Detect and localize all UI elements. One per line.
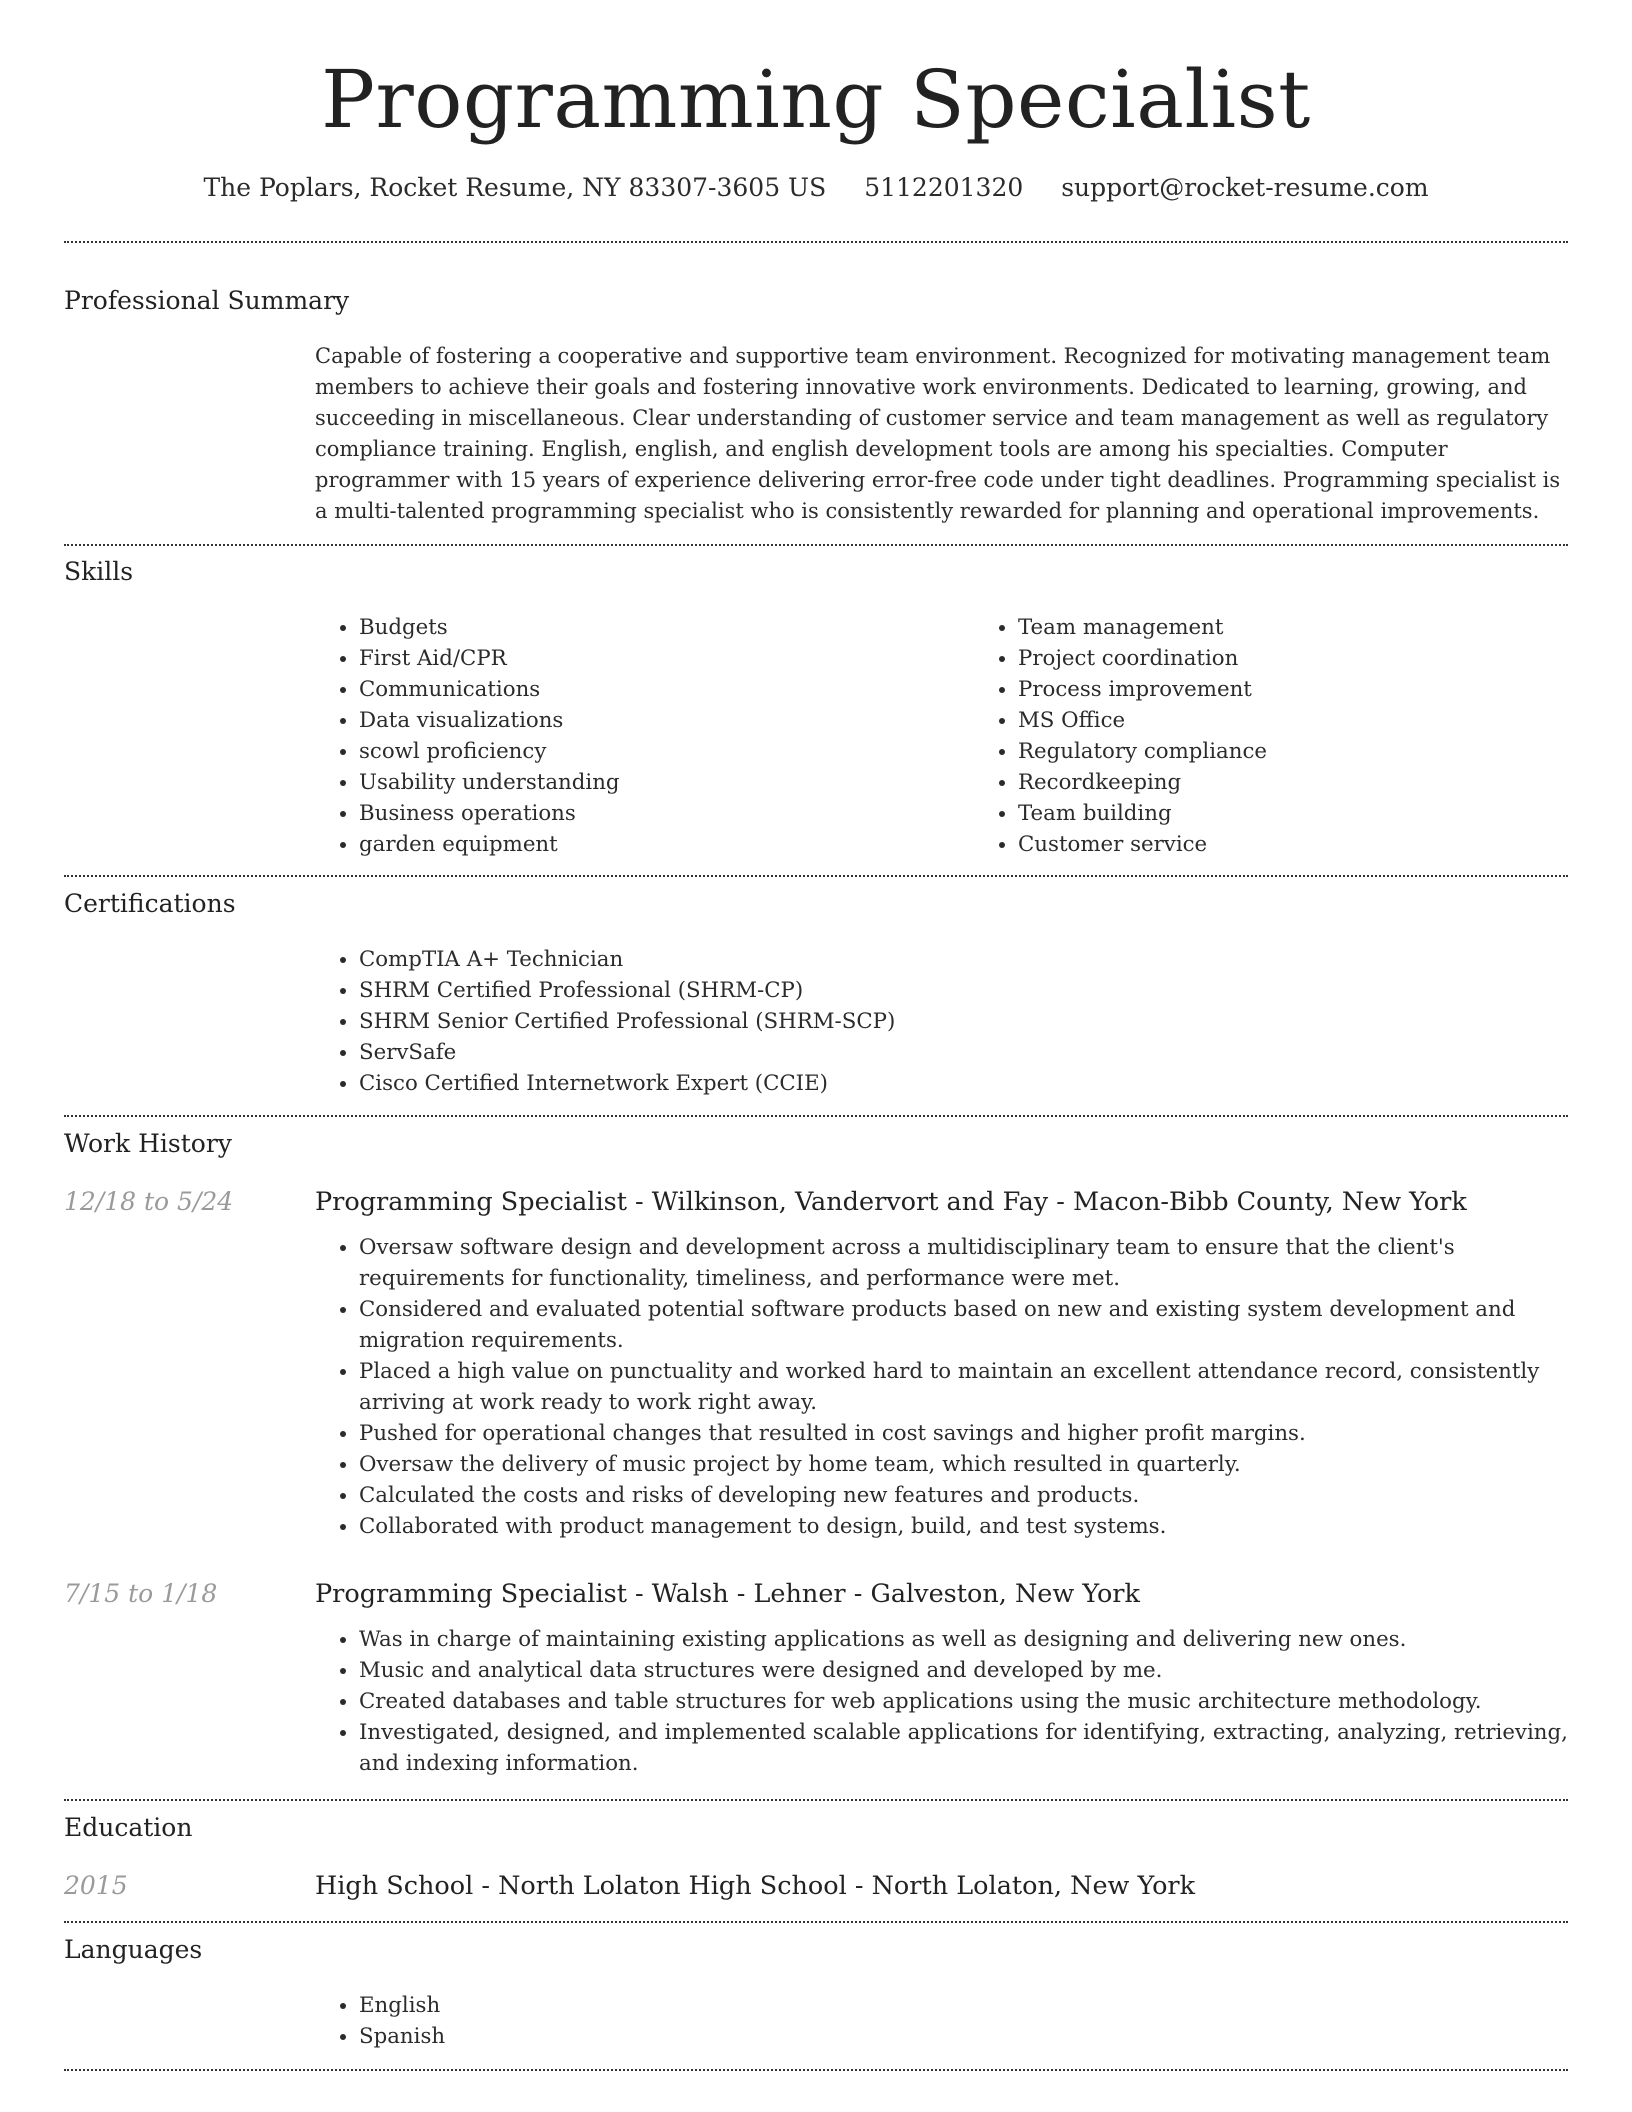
- skills-list-left: [315, 612, 974, 860]
- resume-page: [64, 0, 1568, 2049]
- list-item: • Data visualizations: [359, 705, 974, 736]
- list-item: • Project coordination: [1018, 643, 1632, 674]
- list-item: • Usability understanding: [359, 767, 974, 798]
- email-link[interactable]: support@rocket-resume.com: [1061, 173, 1429, 202]
- job-details: [315, 1232, 1568, 1542]
- contact-line: [64, 172, 1568, 204]
- list-item: • Created databases and table structures for web applications using the music architecture methodology.: [359, 1686, 1568, 1717]
- education-year: 2015: [64, 1871, 128, 1900]
- list-item: • Team management: [1018, 612, 1632, 643]
- list-item: • SHRM Certified Professional (SHRM-CP): [359, 975, 1568, 1006]
- section-title-languages: Languages: [64, 1935, 203, 1964]
- certifications-list: [315, 944, 1568, 1099]
- languages-list: [315, 1990, 1568, 2052]
- section-title-education: Education: [64, 1813, 193, 1842]
- summary-section: [64, 341, 1568, 527]
- job-header: [64, 1578, 1568, 1610]
- languages-content: [315, 1990, 1568, 2052]
- list-item: • Spanish: [359, 2021, 1568, 2052]
- divider: [64, 1799, 1568, 1801]
- summary-text: Capable of fostering a cooperative and supportive team environment. Recognized for motivating management team members to achieve their goals and fostering innovative work environments. Dedicated to learning, growing, and succeeding in miscellaneous. Clear understanding of customer service and team management as well as regulatory compliance training. English, english, and english development tools are among his specialties. Computer programmer with 15 years of experience delivering error-free code under tight deadlines. Programming specialist is a multi-talented programming specialist who is consistently rewarded for planning and operational improvements.: [315, 344, 1561, 523]
- divider: [64, 2069, 1568, 2071]
- list-item: • Investigated, designed, and implemented scalable applications for identifying, extracting, analyzing, retrieving, and indexing information.: [359, 1717, 1568, 1779]
- job-title: Programming Specialist - Walsh - Lehner - Galveston, New York: [315, 1579, 1140, 1609]
- list-item: • Cisco Certified Internetwork Expert (CCIE): [359, 1068, 1568, 1099]
- candidate-name: Programming Specialist: [321, 53, 1311, 146]
- list-item: • Was in charge of maintaining existing applications as well as designing and delivering new ones.: [359, 1624, 1568, 1655]
- list-item: • Recordkeeping: [1018, 767, 1632, 798]
- list-item: • Communications: [359, 674, 974, 705]
- resume-header: [64, 0, 1568, 204]
- list-item: • Customer service: [1018, 829, 1632, 860]
- list-item: • scowl proficiency: [359, 736, 974, 767]
- list-item: • Team building: [1018, 798, 1632, 829]
- address: The Poplars, Rocket Resume, NY 83307-3605 US: [203, 173, 827, 202]
- job-bullets: [315, 1232, 1568, 1542]
- list-item: • Oversaw software design and development across a multidisciplinary team to ensure that the client's requirements for functionality, timeliness, and performance were met.: [359, 1232, 1568, 1294]
- divider: [64, 875, 1568, 877]
- list-item: • English: [359, 1990, 1568, 2021]
- list-item: • Regulatory compliance: [1018, 736, 1632, 767]
- skills-section: [64, 612, 1568, 860]
- job-details: [315, 1624, 1568, 1779]
- divider: [64, 1115, 1568, 1117]
- list-item: • Music and analytical data structures were designed and developed by me.: [359, 1655, 1568, 1686]
- section-title-summary: Professional Summary: [64, 286, 350, 315]
- list-item: • Calculated the costs and risks of developing new features and products.: [359, 1480, 1568, 1511]
- list-item: • Budgets: [359, 612, 974, 643]
- education-title: High School - North Lolaton High School - North Lolaton, New York: [315, 1871, 1196, 1901]
- job-entry: [64, 1186, 1568, 1542]
- list-item: • Oversaw the delivery of music project by home team, which resulted in quarterly.: [359, 1449, 1568, 1480]
- certifications-section: [64, 944, 1568, 1099]
- job-dates: 12/18 to 5/24: [64, 1187, 234, 1216]
- list-item: • Considered and evaluated potential software products based on new and existing system development and migration requirements.: [359, 1294, 1568, 1356]
- divider: [64, 544, 1568, 546]
- list-item: • SHRM Senior Certified Professional (SHRM-SCP): [359, 1006, 1568, 1037]
- job-header: [64, 1186, 1568, 1218]
- list-item: • Collaborated with product management to design, build, and test systems.: [359, 1511, 1568, 1542]
- list-item: • Process improvement: [1018, 674, 1632, 705]
- list-item: • ServSafe: [359, 1037, 1568, 1068]
- divider: [64, 241, 1568, 243]
- section-title-work-history: Work History: [64, 1129, 232, 1158]
- education-entry: [64, 1870, 1568, 1902]
- list-item: • MS Office: [1018, 705, 1632, 736]
- list-item: • First Aid/CPR: [359, 643, 974, 674]
- list-item: • Business operations: [359, 798, 974, 829]
- job-title: Programming Specialist - Wilkinson, Vandervort and Fay - Macon-Bibb County, New York: [315, 1187, 1467, 1217]
- skills-list-right: [974, 612, 1632, 860]
- job-bullets: [315, 1624, 1568, 1779]
- list-item: • Pushed for operational changes that resulted in cost savings and higher profit margins.: [359, 1418, 1568, 1449]
- languages-section: [64, 1990, 1568, 2052]
- list-item: • Placed a high value on punctuality and worked hard to maintain an excellent attendance record, consistently arriving at work ready to work right away.: [359, 1356, 1568, 1418]
- education-header: [64, 1870, 1568, 1902]
- certifications-content: [315, 944, 1568, 1099]
- skills-columns: [315, 612, 1568, 860]
- section-title-skills: Skills: [64, 557, 134, 586]
- job-dates: 7/15 to 1/18: [64, 1579, 218, 1608]
- list-item: • garden equipment: [359, 829, 974, 860]
- section-title-certifications: Certifications: [64, 889, 236, 918]
- job-entry: [64, 1578, 1568, 1779]
- phone: 5112201320: [864, 173, 1024, 202]
- divider: [64, 1921, 1568, 1923]
- list-item: • CompTIA A+ Technician: [359, 944, 1568, 975]
